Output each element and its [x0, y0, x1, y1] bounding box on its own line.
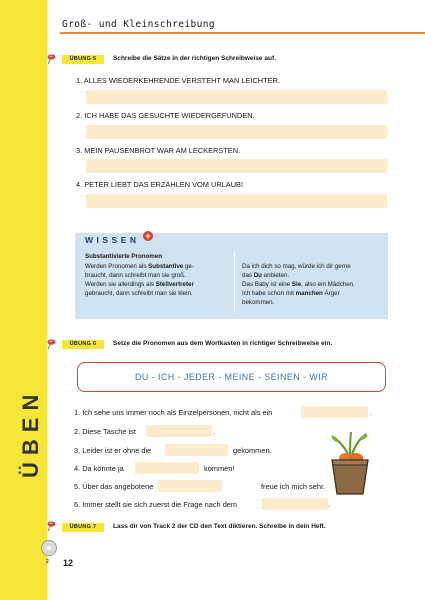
wissen-example-line-5: bekommen.	[242, 299, 275, 306]
exercise-5-sentence-3: 3. MEIN PAUSENBROT WAR AM LECKERSTEN.	[76, 146, 241, 155]
answer-field-3[interactable]	[86, 159, 387, 173]
wissen-example-line-1: Da ich dich so mag, würde ich dir gerne	[242, 263, 351, 270]
exercise-7-instruction: Lass dir von Track 2 der CD den Text diktieren. Schreibe in dein Heft.	[113, 523, 326, 530]
fill-sentence-5: 5. Über das angebotene freue ich mich sehr.	[74, 482, 326, 491]
plant-pot-illustration	[326, 430, 374, 496]
exercise-6-instruction: Setze die Pronomen aus dem Wortkasten in richtiger Schreibweise ein.	[113, 340, 333, 347]
wissen-rule-line-4: gebraucht, dann schreibt man sie klein.	[85, 290, 193, 297]
wissen-heading: Substantivierte Pronomen	[85, 253, 163, 260]
blank-field-1[interactable]	[301, 406, 368, 418]
answer-field-1[interactable]	[86, 90, 387, 104]
plus-icon: +	[143, 231, 153, 241]
wissen-rule-line-1: Werden Pronomen als Substantive ge-	[85, 263, 194, 270]
fill-sentence-6: 6. Immer stellt sie sich zuerst die Frage nach dem .	[74, 500, 331, 509]
sidebar-label: ÜBEN	[18, 387, 43, 478]
exercise-5-sentence-2: 2. ICH HABE DAS GESUCHTE WIEDERGEFUNDEN.	[76, 111, 255, 120]
wissen-rule-line-3: Werden sie allerdings als Stellvertreter	[85, 281, 194, 288]
fill-sentence-2: 2. Diese Tasche ist .	[74, 427, 216, 436]
pushpin-icon	[45, 338, 56, 350]
answer-field-2[interactable]	[86, 125, 387, 139]
blank-field-3[interactable]	[165, 444, 228, 456]
header-divider	[60, 32, 425, 34]
wissen-example-line-3: Das Baby ist eine Sie, also ein Mädchen.	[242, 281, 355, 288]
exercise-5-sentence-4: 4. PETER LIEBT DAS ERZÄHLEN VOM URLAUB!	[76, 180, 244, 189]
wissen-example-line-4: Ich habe schon mit manchen Ärger	[242, 290, 340, 297]
wissen-rule-line-2: braucht, dann schreibt man sie groß.	[85, 272, 186, 279]
blank-field-4[interactable]	[135, 462, 199, 474]
wissen-example-line-2: das Du anbieten.	[242, 272, 290, 279]
wissen-column-divider	[234, 251, 235, 313]
exercise-5-sentence-1: 1. ALLES WIEDERKEHRENDE VERSTEHT MAN LEICHTER.	[76, 76, 280, 85]
cd-icon	[41, 540, 57, 556]
exercise-6-tag: ÜBUNG 6	[62, 340, 104, 349]
exercise-5-instruction: Schreibe die Sätze in der richtigen Schreibweise auf.	[113, 55, 276, 62]
wissen-rule-text	[85, 262, 233, 298]
cd-track-number: 2	[46, 559, 49, 565]
word-box: DU - ICH - JEDER - MEINE - SEINEN - WIR	[77, 362, 386, 392]
exercise-5-tag: ÜBUNG 5	[62, 55, 104, 64]
blank-field-6[interactable]	[262, 498, 328, 510]
blank-field-5[interactable]	[158, 480, 222, 492]
blank-field-2[interactable]	[146, 425, 212, 437]
exercise-7-tag: ÜBUNG 7	[62, 523, 104, 532]
answer-field-4[interactable]	[86, 194, 387, 208]
page-title: Groß- und Kleinschreibung	[62, 19, 215, 30]
wissen-title: WISSEN	[85, 235, 140, 245]
fill-sentence-3: 3. Leider ist er ohne die gekommen.	[74, 446, 272, 455]
page-number: 12	[63, 558, 74, 568]
sidebar-band	[0, 0, 47, 600]
fill-sentence-1: 1. Ich sehe uns immer noch als Einzelpersonen, nicht als ein .	[74, 408, 373, 417]
wissen-example-text	[242, 262, 387, 307]
fill-sentence-4: 4. Da könnte ja kommen!	[74, 464, 235, 473]
pushpin-icon	[45, 520, 56, 532]
pushpin-icon	[45, 53, 56, 65]
